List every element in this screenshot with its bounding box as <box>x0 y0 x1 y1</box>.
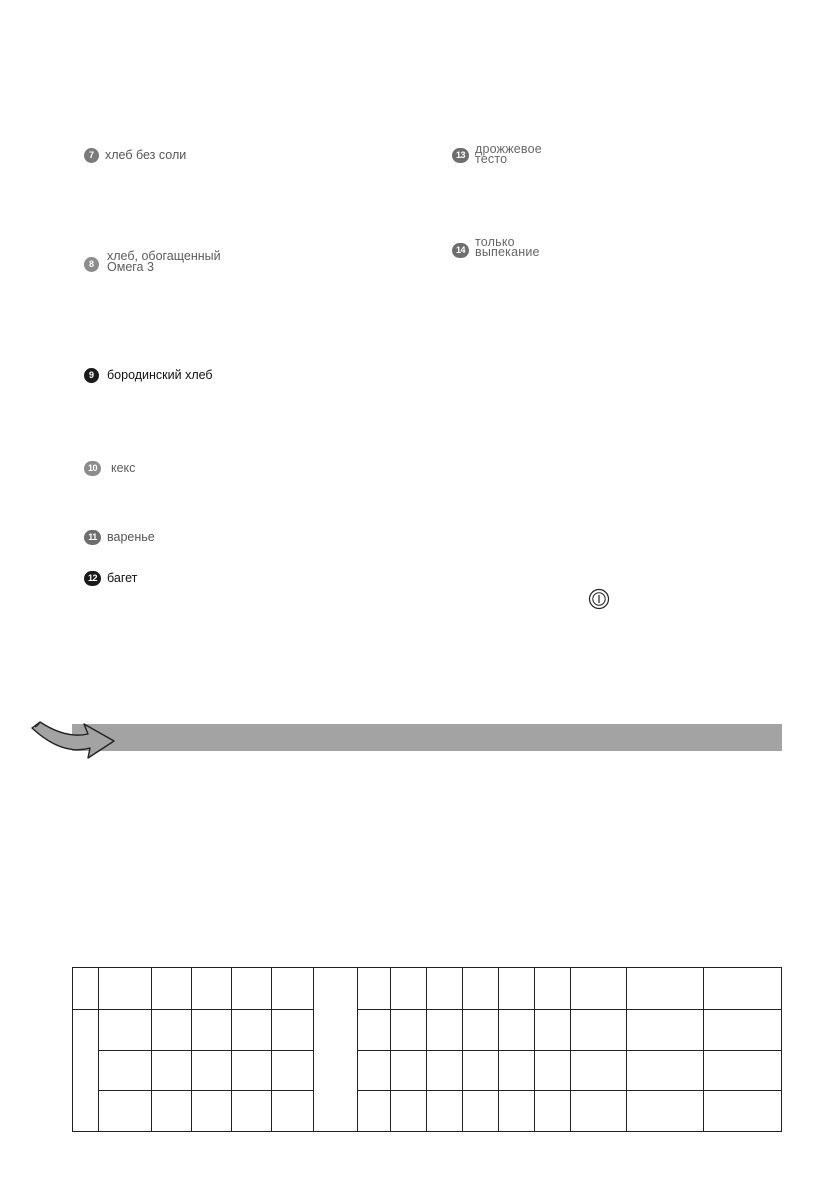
arrow-right-icon <box>30 714 120 767</box>
table-cell <box>272 968 314 1010</box>
table-cell <box>232 968 272 1010</box>
table-cell <box>73 968 99 1010</box>
power-icon <box>588 588 610 615</box>
table-cell <box>535 1091 571 1132</box>
table-cell <box>391 1010 427 1051</box>
table-cell <box>358 968 391 1010</box>
table-cell <box>272 1091 314 1132</box>
table-cell <box>152 1010 192 1051</box>
table-cell <box>152 1051 192 1091</box>
table-cell <box>427 1010 463 1051</box>
program-item-7 <box>84 148 186 163</box>
table-cell <box>358 1051 391 1091</box>
table-row <box>73 1010 782 1051</box>
table-cell <box>627 1091 704 1132</box>
table-cell <box>192 1091 232 1132</box>
table-cell <box>535 1051 571 1091</box>
table-cell <box>535 968 571 1010</box>
program-label: только выпекание <box>475 235 540 259</box>
table-cell <box>99 968 152 1010</box>
program-number-badge: 13 <box>452 148 469 163</box>
table-cell <box>192 968 232 1010</box>
table-cell <box>391 1091 427 1132</box>
table-cell <box>463 968 499 1010</box>
program-label: багет <box>107 571 138 585</box>
program-number-badge: 9 <box>84 368 99 383</box>
table-cell <box>272 1010 314 1051</box>
program-label: варенье <box>107 530 155 544</box>
table-cell <box>192 1051 232 1091</box>
table-cell <box>152 1091 192 1132</box>
table-cell <box>99 1091 152 1132</box>
table-cell <box>463 1091 499 1132</box>
table-cell <box>704 1010 782 1051</box>
table-cell <box>358 1091 391 1132</box>
table-cell <box>571 1010 627 1051</box>
settings-table <box>72 967 782 1132</box>
table-cell <box>571 1051 627 1091</box>
table-cell <box>627 1051 704 1091</box>
table-row <box>73 1051 782 1091</box>
table-cell <box>704 1091 782 1132</box>
table-cell <box>499 1051 535 1091</box>
program-number-badge: 12 <box>84 571 101 586</box>
program-item-14 <box>452 236 540 258</box>
program-number-badge: 11 <box>84 530 101 545</box>
table-row <box>73 968 782 1010</box>
program-number-badge: 14 <box>452 243 469 258</box>
table-row <box>73 1091 782 1132</box>
program-number-badge: 8 <box>84 257 99 272</box>
program-label: бородинский хлеб <box>107 368 213 382</box>
table-cell <box>272 1051 314 1091</box>
table-cell <box>499 1091 535 1132</box>
table-cell <box>192 1010 232 1051</box>
program-label: дрожжевое тесто <box>475 142 542 166</box>
table-cell <box>391 968 427 1010</box>
program-label: хлеб, обогащенный Омега 3 <box>107 249 221 274</box>
table-cell <box>427 1091 463 1132</box>
table-cell <box>73 1010 99 1132</box>
program-item-10 <box>84 461 135 476</box>
table-cell <box>232 1010 272 1051</box>
table-cell <box>463 1051 499 1091</box>
table-cell <box>704 968 782 1010</box>
program-item-11 <box>84 530 155 545</box>
table-cell <box>427 1051 463 1091</box>
table-cell <box>463 1010 499 1051</box>
program-item-9 <box>84 368 213 383</box>
table-cell <box>99 1010 152 1051</box>
table-cell <box>571 968 627 1010</box>
table-cell <box>499 968 535 1010</box>
table-cell <box>391 1051 427 1091</box>
program-item-12 <box>84 571 137 586</box>
section-banner <box>72 724 782 751</box>
program-label: кекс <box>111 461 136 475</box>
table-cell <box>427 968 463 1010</box>
table-cell <box>152 968 192 1010</box>
table-cell <box>627 1010 704 1051</box>
program-label: хлеб без соли <box>105 148 187 162</box>
table-cell <box>571 1091 627 1132</box>
table-cell <box>99 1051 152 1091</box>
program-number-badge: 10 <box>84 461 101 476</box>
table-cell <box>232 1051 272 1091</box>
table-cell <box>627 968 704 1010</box>
program-item-13 <box>452 144 542 164</box>
table-cell <box>232 1091 272 1132</box>
table-cell <box>704 1051 782 1091</box>
table-cell <box>314 968 358 1132</box>
table-cell <box>358 1010 391 1051</box>
table-cell <box>499 1010 535 1051</box>
program-number-badge: 7 <box>84 148 99 163</box>
table-cell <box>535 1010 571 1051</box>
program-item-8 <box>84 251 221 273</box>
